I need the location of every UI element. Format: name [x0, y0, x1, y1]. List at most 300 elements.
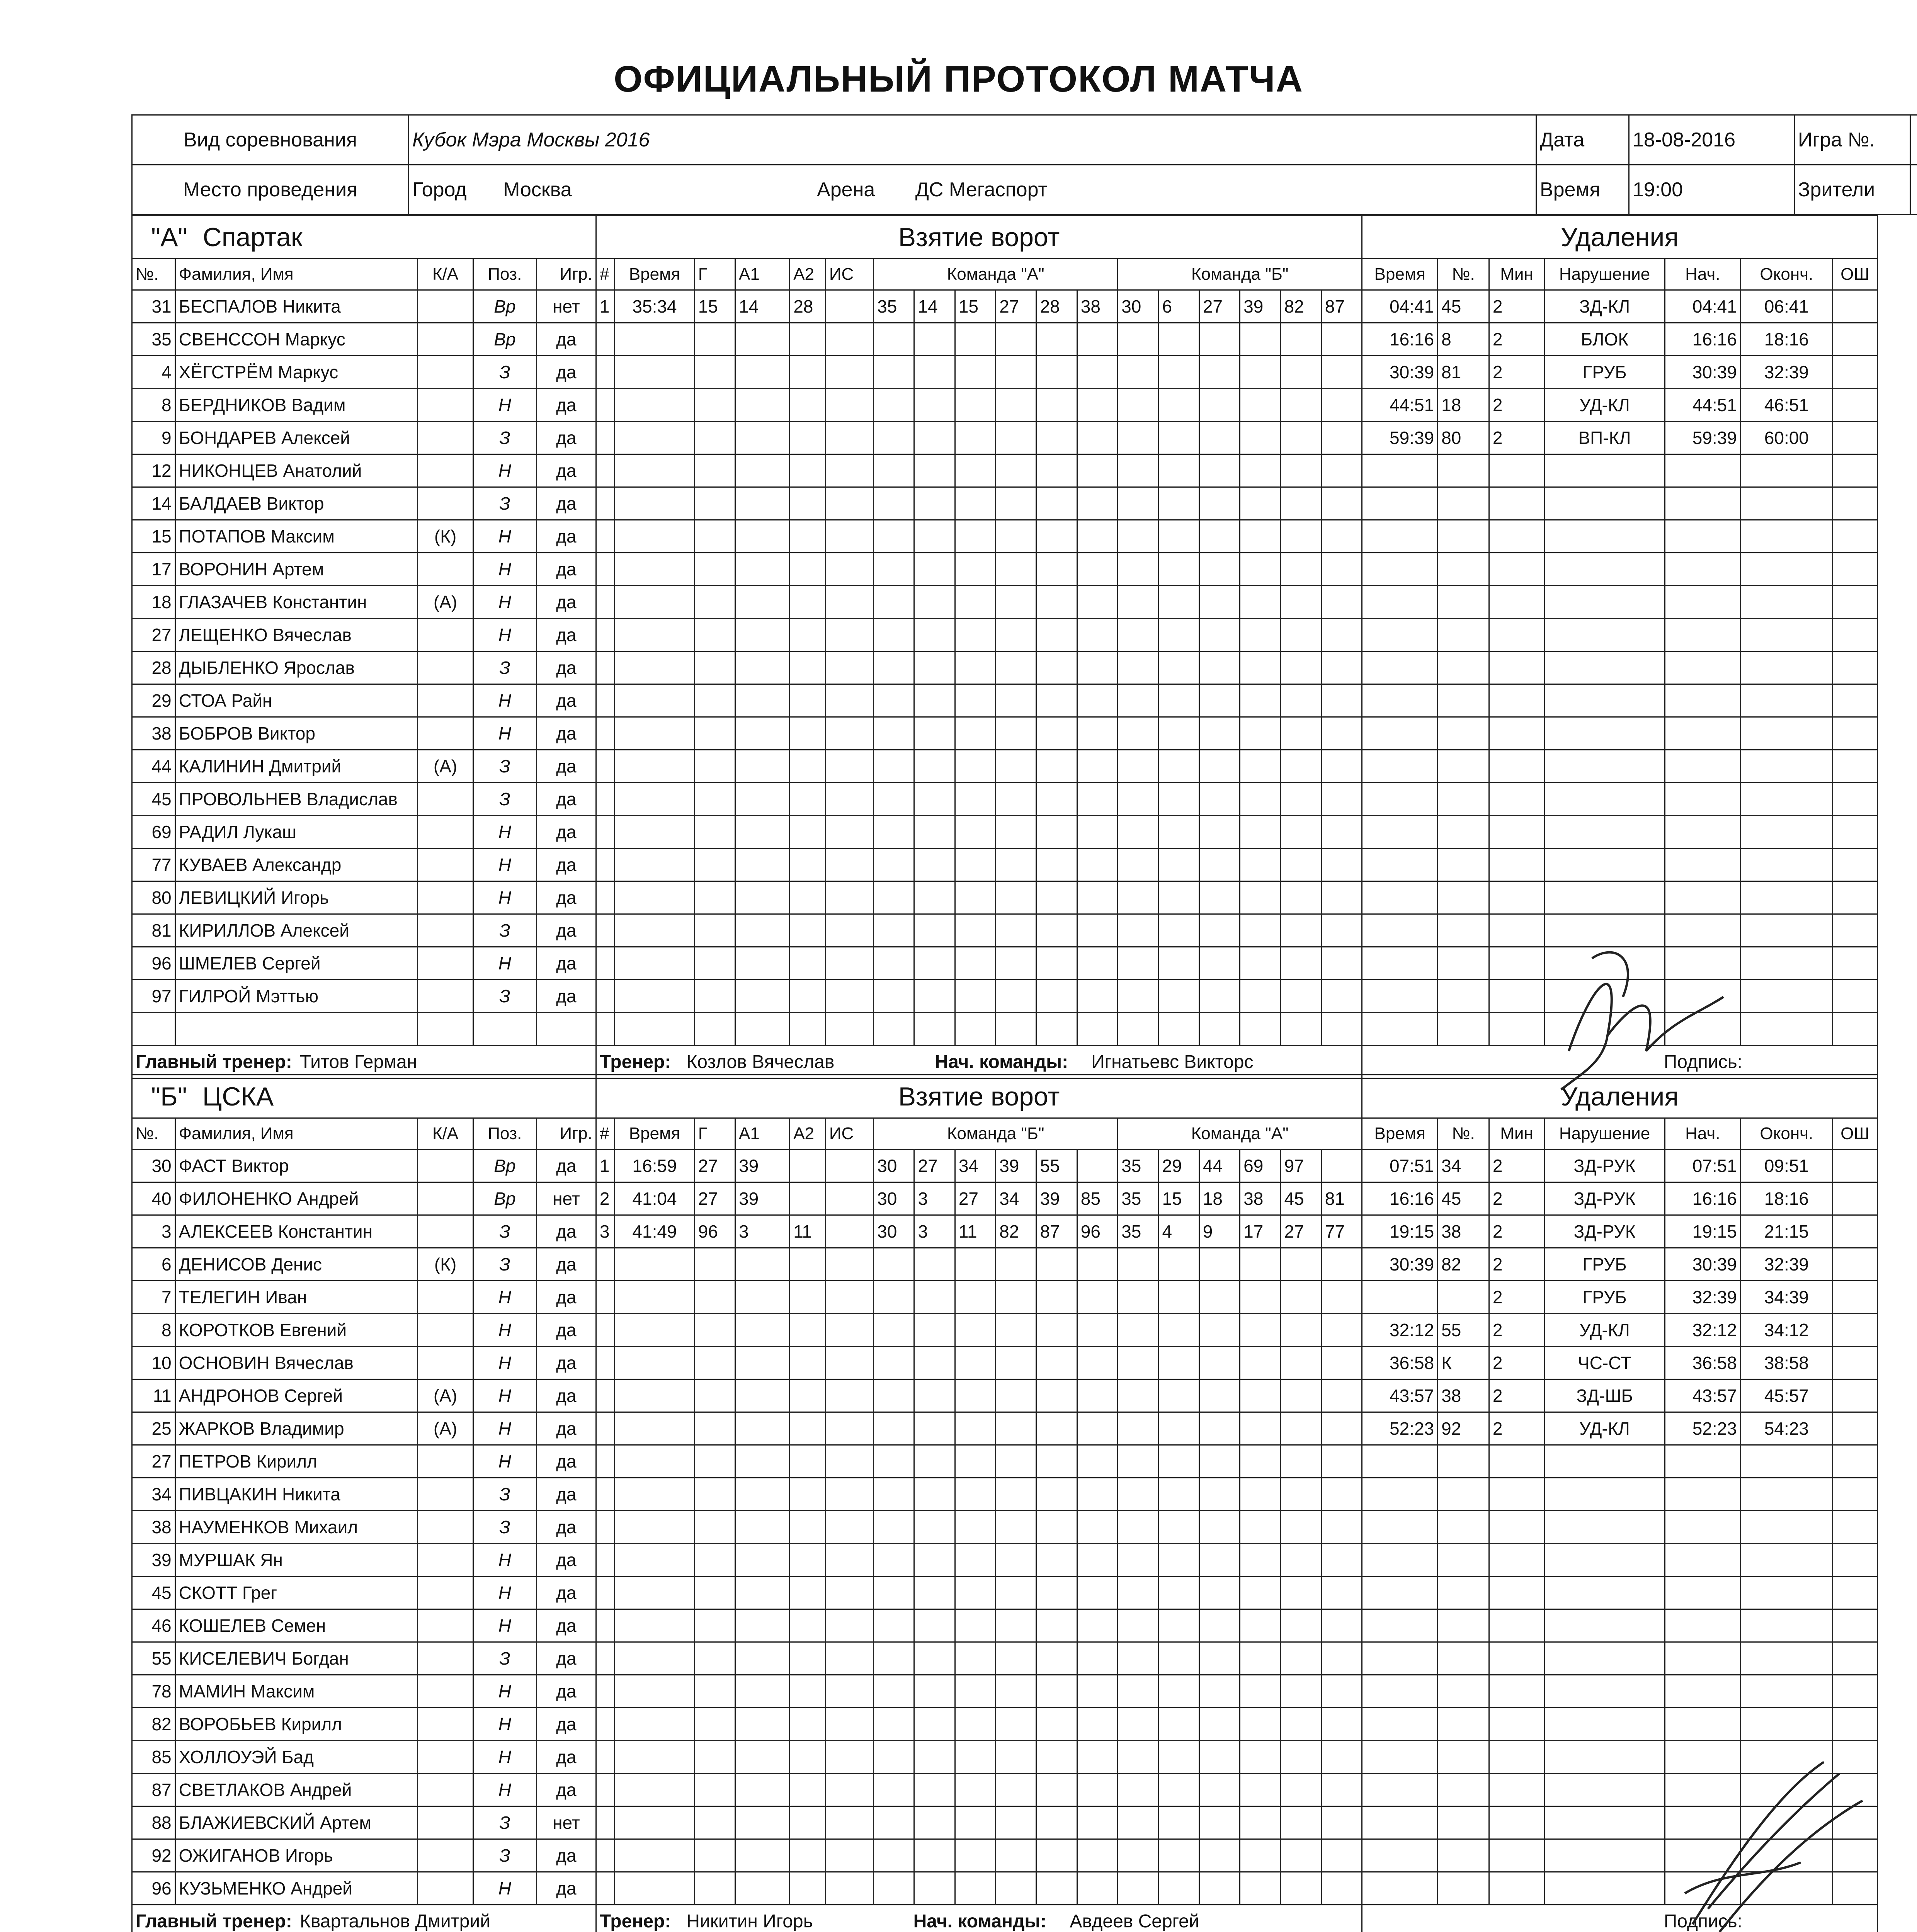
goal-assist-1	[735, 1708, 790, 1741]
player-played: да	[536, 1215, 596, 1248]
team_a-penalties-header: Удаления	[1362, 216, 1878, 259]
coach-label: Тренер:	[599, 1911, 671, 1932]
goal-scorer	[694, 1379, 735, 1412]
on-ice-opp	[1199, 717, 1240, 750]
penalty-player	[1438, 1544, 1489, 1577]
on-ice-opp	[1281, 1248, 1321, 1281]
penalty-start	[1665, 849, 1740, 881]
penalty-minutes	[1489, 1577, 1544, 1609]
goal-number	[596, 1708, 614, 1741]
player-name: ДЫБЛЕНКО Ярослав	[175, 651, 418, 684]
player-position: Н	[473, 1347, 536, 1379]
player-name: БЕСПАЛОВ Никита	[175, 290, 418, 323]
penalty-time: 32:12	[1362, 1314, 1438, 1347]
penalty-violation	[1544, 750, 1665, 783]
goal-assist-2	[790, 684, 826, 717]
goal-situation	[825, 1544, 873, 1577]
goal-scorer	[694, 684, 735, 717]
on-ice-opp	[1199, 1347, 1240, 1379]
on-ice-own	[874, 947, 914, 980]
col-goal-no: #	[596, 259, 614, 290]
penalty-end: 60:00	[1740, 422, 1832, 454]
goal-time: 35:34	[615, 290, 694, 323]
on-ice-own	[874, 1314, 914, 1347]
on-ice-opp	[1118, 1806, 1158, 1839]
col-pen-min: Мин	[1489, 1118, 1544, 1150]
penalty-time	[1362, 619, 1438, 651]
goal-number	[596, 1412, 614, 1445]
on-ice-own	[955, 323, 995, 356]
on-ice-opp	[1118, 684, 1158, 717]
penalty-start: 16:16	[1665, 323, 1740, 356]
goal-number	[596, 1806, 614, 1839]
penalty-end	[1740, 454, 1832, 487]
on-ice-own	[1036, 422, 1077, 454]
table-row	[132, 717, 1878, 750]
signature-label: Подпись:	[1664, 1911, 1742, 1932]
goal-number	[596, 1445, 614, 1478]
on-ice-own	[1077, 651, 1118, 684]
date-value: 18-08-2016	[1629, 115, 1795, 165]
player-role	[418, 487, 473, 520]
team_a-head-coach	[132, 1046, 596, 1078]
on-ice-own: 35	[874, 290, 914, 323]
goal-situation	[825, 422, 873, 454]
on-ice-opp	[1118, 1013, 1158, 1046]
penalty-time: 43:57	[1362, 1379, 1438, 1412]
penalty-start	[1665, 1609, 1740, 1642]
penalty-time: 30:39	[1362, 356, 1438, 389]
on-ice-opp	[1281, 1642, 1321, 1675]
penalty-time: 04:41	[1362, 290, 1438, 323]
team-chief-label: Нач. команды:	[935, 1051, 1068, 1072]
team_b-goals-header: Взятие ворот	[596, 1075, 1362, 1118]
penalty-violation	[1544, 881, 1665, 914]
penalty-osh	[1832, 422, 1877, 454]
player-number: 7	[132, 1281, 175, 1314]
on-ice-own	[1036, 619, 1077, 651]
penalty-player	[1438, 980, 1489, 1013]
on-ice-opp	[1118, 1248, 1158, 1281]
on-ice-own	[914, 619, 955, 651]
penalty-osh	[1832, 1182, 1877, 1215]
goal-situation	[825, 1215, 873, 1248]
team-chief-label: Нач. команды:	[913, 1911, 1047, 1932]
on-ice-own	[996, 487, 1036, 520]
goal-scorer	[694, 1511, 735, 1544]
table-row	[132, 1478, 1878, 1511]
goal-assist-2	[790, 750, 826, 783]
penalty-end	[1740, 1577, 1832, 1609]
on-ice-opp	[1240, 980, 1281, 1013]
on-ice-opp	[1158, 1314, 1199, 1347]
player-position: Н	[473, 1412, 536, 1445]
player-name: ПОТАПОВ Максим	[175, 520, 418, 553]
team_b-coach-chief	[596, 1905, 1362, 1932]
team_a-team-header	[132, 216, 596, 259]
team_b-team-tag: "Б"	[151, 1082, 187, 1111]
on-ice-own	[996, 1708, 1036, 1741]
goal-assist-2	[790, 1314, 826, 1347]
on-ice-opp	[1118, 914, 1158, 947]
on-ice-own	[1036, 947, 1077, 980]
penalty-start: 36:58	[1665, 1347, 1740, 1379]
on-ice-opp	[1240, 684, 1281, 717]
penalty-player	[1438, 947, 1489, 980]
on-ice-own	[996, 1774, 1036, 1806]
goal-assist-1	[735, 1478, 790, 1511]
player-position: З	[473, 422, 536, 454]
player-position: З	[473, 1215, 536, 1248]
goal-number	[596, 1013, 614, 1046]
on-ice-own	[1036, 1675, 1077, 1708]
penalty-osh	[1832, 323, 1877, 356]
player-played: да	[536, 1577, 596, 1609]
penalty-player	[1438, 651, 1489, 684]
penalty-time	[1362, 783, 1438, 816]
on-ice-opp	[1158, 947, 1199, 980]
head-coach-label: Главный тренер:	[136, 1051, 292, 1072]
player-name: МАМИН Максим	[175, 1675, 418, 1708]
penalty-violation	[1544, 783, 1665, 816]
penalty-player	[1438, 750, 1489, 783]
on-ice-own	[874, 1872, 914, 1905]
goal-assist-2	[790, 389, 826, 422]
penalty-minutes: 2	[1489, 356, 1544, 389]
coach-value: Никитин Игорь	[686, 1911, 813, 1932]
team_b-team-name: ЦСКА	[202, 1082, 274, 1111]
penalty-violation	[1544, 1642, 1665, 1675]
goal-situation	[825, 356, 873, 389]
on-ice-opp	[1240, 1609, 1281, 1642]
player-played: да	[536, 454, 596, 487]
on-ice-own	[1077, 1013, 1118, 1046]
goal-time	[615, 323, 694, 356]
on-ice-own	[914, 947, 955, 980]
on-ice-own	[914, 914, 955, 947]
on-ice-opp	[1158, 487, 1199, 520]
penalty-minutes	[1489, 1708, 1544, 1741]
goal-time	[615, 750, 694, 783]
player-position: З	[473, 1511, 536, 1544]
penalty-player: 8	[1438, 323, 1489, 356]
on-ice-own	[1036, 1708, 1077, 1741]
on-ice-own	[914, 356, 955, 389]
goal-time	[615, 422, 694, 454]
goal-assist-2	[790, 553, 826, 586]
penalty-end	[1740, 1675, 1832, 1708]
col-situation: ИС	[825, 259, 873, 290]
penalty-player	[1438, 816, 1489, 849]
player-role	[418, 1577, 473, 1609]
player-role	[418, 454, 473, 487]
penalty-osh	[1832, 980, 1877, 1013]
goal-situation	[825, 1347, 873, 1379]
on-ice-own	[955, 947, 995, 980]
goal-scorer	[694, 356, 735, 389]
on-ice-opp	[1240, 1675, 1281, 1708]
player-role	[418, 980, 473, 1013]
head-coach-value: Квартальнов Дмитрий	[299, 1911, 490, 1932]
on-ice-own	[914, 881, 955, 914]
head-coach-value: Титов Герман	[299, 1051, 417, 1072]
penalty-end	[1740, 1708, 1832, 1741]
player-role	[418, 1511, 473, 1544]
penalty-end: 38:58	[1740, 1347, 1832, 1379]
on-ice-opp	[1240, 1248, 1281, 1281]
on-ice-opp	[1321, 1741, 1362, 1774]
table-row	[132, 454, 1878, 487]
penalty-violation	[1544, 816, 1665, 849]
player-number	[132, 1013, 175, 1046]
player-position: З	[473, 487, 536, 520]
goal-scorer: 15	[694, 290, 735, 323]
on-ice-opp	[1321, 1708, 1362, 1741]
penalty-end	[1740, 651, 1832, 684]
on-ice-own	[1036, 1806, 1077, 1839]
col-goal-scorer: Г	[694, 259, 735, 290]
penalty-start: 32:12	[1665, 1314, 1740, 1347]
goal-number	[596, 1741, 614, 1774]
col-pen-violation: Нарушение	[1544, 259, 1665, 290]
goal-assist-1	[735, 1872, 790, 1905]
on-ice-opp	[1281, 520, 1321, 553]
penalty-minutes: 2	[1489, 1412, 1544, 1445]
on-ice-own	[1036, 1347, 1077, 1379]
goal-scorer	[694, 750, 735, 783]
player-name: НАУМЕНКОВ Михаил	[175, 1511, 418, 1544]
player-number: 96	[132, 947, 175, 980]
penalty-minutes	[1489, 947, 1544, 980]
on-ice-opp	[1199, 1839, 1240, 1872]
on-ice-opp	[1240, 1806, 1281, 1839]
goal-assist-2	[790, 980, 826, 1013]
penalty-time	[1362, 947, 1438, 980]
penalty-minutes	[1489, 750, 1544, 783]
player-position: З	[473, 1806, 536, 1839]
goal-assist-2: 11	[790, 1215, 826, 1248]
player-played: нет	[536, 290, 596, 323]
on-ice-own	[874, 980, 914, 1013]
goal-scorer	[694, 1445, 735, 1478]
goal-assist-1	[735, 1347, 790, 1379]
on-ice-opp	[1199, 684, 1240, 717]
goal-assist-2: 28	[790, 290, 826, 323]
on-ice-opp	[1240, 1445, 1281, 1478]
on-ice-own	[914, 422, 955, 454]
on-ice-own	[955, 914, 995, 947]
penalty-violation	[1544, 684, 1665, 717]
on-ice-opp: 35	[1118, 1215, 1158, 1248]
on-ice-opp	[1240, 1839, 1281, 1872]
on-ice-opp	[1118, 1347, 1158, 1379]
goal-number	[596, 520, 614, 553]
on-ice-own	[955, 1806, 995, 1839]
penalty-osh	[1832, 1544, 1877, 1577]
player-role	[418, 290, 473, 323]
on-ice-own	[996, 1379, 1036, 1412]
penalty-start: 19:15	[1665, 1215, 1740, 1248]
on-ice-opp	[1118, 619, 1158, 651]
goal-situation	[825, 1445, 873, 1478]
on-ice-opp	[1158, 914, 1199, 947]
on-ice-own	[1077, 1675, 1118, 1708]
penalty-violation	[1544, 651, 1665, 684]
player-role	[418, 1872, 473, 1905]
penalty-time	[1362, 1675, 1438, 1708]
player-name: ВОРОБЬЕВ Кирилл	[175, 1708, 418, 1741]
penalty-player: 55	[1438, 1314, 1489, 1347]
penalty-end	[1740, 1478, 1832, 1511]
on-ice-opp	[1281, 980, 1321, 1013]
on-ice-opp: 27	[1281, 1215, 1321, 1248]
on-ice-own	[874, 684, 914, 717]
penalty-player	[1438, 881, 1489, 914]
penalty-end: 54:23	[1740, 1412, 1832, 1445]
goal-time	[615, 1445, 694, 1478]
goal-number	[596, 1872, 614, 1905]
col-pen-min: Мин	[1489, 259, 1544, 290]
penalty-end: 34:39	[1740, 1281, 1832, 1314]
goal-situation	[825, 1314, 873, 1347]
player-position	[473, 1013, 536, 1046]
on-ice-opp	[1240, 1281, 1281, 1314]
penalty-start	[1665, 881, 1740, 914]
on-ice-opp	[1321, 323, 1362, 356]
on-ice-opp	[1281, 1708, 1321, 1741]
player-position: Н	[473, 684, 536, 717]
goal-situation	[825, 717, 873, 750]
on-ice-own: 34	[955, 1150, 995, 1182]
on-ice-opp	[1118, 980, 1158, 1013]
on-ice-opp	[1158, 454, 1199, 487]
on-ice-opp	[1199, 389, 1240, 422]
on-ice-opp	[1118, 586, 1158, 619]
on-ice-own	[1036, 1872, 1077, 1905]
goal-assist-1	[735, 1544, 790, 1577]
goal-time	[615, 1412, 694, 1445]
goal-number	[596, 980, 614, 1013]
on-ice-own	[996, 783, 1036, 816]
goal-assist-1	[735, 651, 790, 684]
on-ice-opp	[1199, 323, 1240, 356]
on-ice-own	[874, 1806, 914, 1839]
on-ice-own	[1077, 816, 1118, 849]
goal-time	[615, 1577, 694, 1609]
on-ice-opp	[1118, 422, 1158, 454]
on-ice-opp	[1281, 389, 1321, 422]
col-goal-time: Время	[615, 259, 694, 290]
penalty-time: 36:58	[1362, 1347, 1438, 1379]
player-position: Н	[473, 553, 536, 586]
player-number: 45	[132, 1577, 175, 1609]
table-row	[132, 1774, 1878, 1806]
on-ice-opp	[1118, 1379, 1158, 1412]
player-number: 27	[132, 1445, 175, 1478]
player-name: ФАСТ Виктор	[175, 1150, 418, 1182]
goal-assist-1	[735, 1577, 790, 1609]
on-ice-opp: 97	[1281, 1150, 1321, 1182]
penalty-time	[1362, 586, 1438, 619]
goal-situation	[825, 520, 873, 553]
on-ice-own	[996, 1347, 1036, 1379]
player-position: З	[473, 914, 536, 947]
goal-assist-1	[735, 1675, 790, 1708]
player-played: да	[536, 422, 596, 454]
penalty-minutes	[1489, 1774, 1544, 1806]
on-ice-own: 3	[914, 1215, 955, 1248]
goal-number	[596, 422, 614, 454]
on-ice-opp	[1158, 750, 1199, 783]
goal-assist-2	[790, 651, 826, 684]
player-role: (А)	[418, 1379, 473, 1412]
goal-scorer	[694, 947, 735, 980]
goal-situation	[825, 1412, 873, 1445]
penalty-violation	[1544, 1741, 1665, 1774]
goal-assist-1	[735, 454, 790, 487]
date-label: Дата	[1536, 115, 1629, 165]
on-ice-opp	[1321, 1478, 1362, 1511]
team_a-goals-header: Взятие ворот	[596, 216, 1362, 259]
penalty-player: 34	[1438, 1150, 1489, 1182]
goal-number	[596, 454, 614, 487]
on-ice-opp	[1281, 1806, 1321, 1839]
penalty-start	[1665, 1577, 1740, 1609]
player-played: да	[536, 1150, 596, 1182]
goal-situation	[825, 1150, 873, 1182]
on-ice-own	[996, 520, 1036, 553]
penalty-time	[1362, 881, 1438, 914]
goal-assist-2	[790, 1577, 826, 1609]
on-ice-opp	[1118, 717, 1158, 750]
goal-assist-1	[735, 717, 790, 750]
goal-number	[596, 1577, 614, 1609]
goal-scorer	[694, 849, 735, 881]
penalty-start	[1665, 1675, 1740, 1708]
table-row	[132, 1182, 1878, 1215]
on-ice-own	[1036, 651, 1077, 684]
on-ice-own	[874, 1478, 914, 1511]
table-row	[132, 1675, 1878, 1708]
city-label: Город	[412, 179, 467, 201]
goal-assist-1	[735, 816, 790, 849]
on-ice-own	[996, 1741, 1036, 1774]
penalty-osh	[1832, 553, 1877, 586]
team_b-team-header	[132, 1075, 596, 1118]
on-ice-opp	[1321, 1248, 1362, 1281]
on-ice-own	[874, 586, 914, 619]
penalty-end	[1740, 1544, 1832, 1577]
penalty-player	[1438, 717, 1489, 750]
goal-assist-1	[735, 783, 790, 816]
penalty-start	[1665, 1478, 1740, 1511]
goal-scorer: 27	[694, 1150, 735, 1182]
player-number: 27	[132, 619, 175, 651]
table-row	[132, 290, 1878, 323]
on-ice-opp	[1321, 816, 1362, 849]
on-ice-own	[996, 1248, 1036, 1281]
on-ice-opp	[1199, 553, 1240, 586]
on-ice-own	[874, 1248, 914, 1281]
penalty-end	[1740, 553, 1832, 586]
on-ice-opp	[1321, 1379, 1362, 1412]
player-number: 12	[132, 454, 175, 487]
on-ice-own	[1077, 389, 1118, 422]
player-position: Вр	[473, 1182, 536, 1215]
on-ice-opp	[1321, 1412, 1362, 1445]
on-ice-own	[914, 1013, 955, 1046]
penalty-violation: ЗД-РУК	[1544, 1182, 1665, 1215]
